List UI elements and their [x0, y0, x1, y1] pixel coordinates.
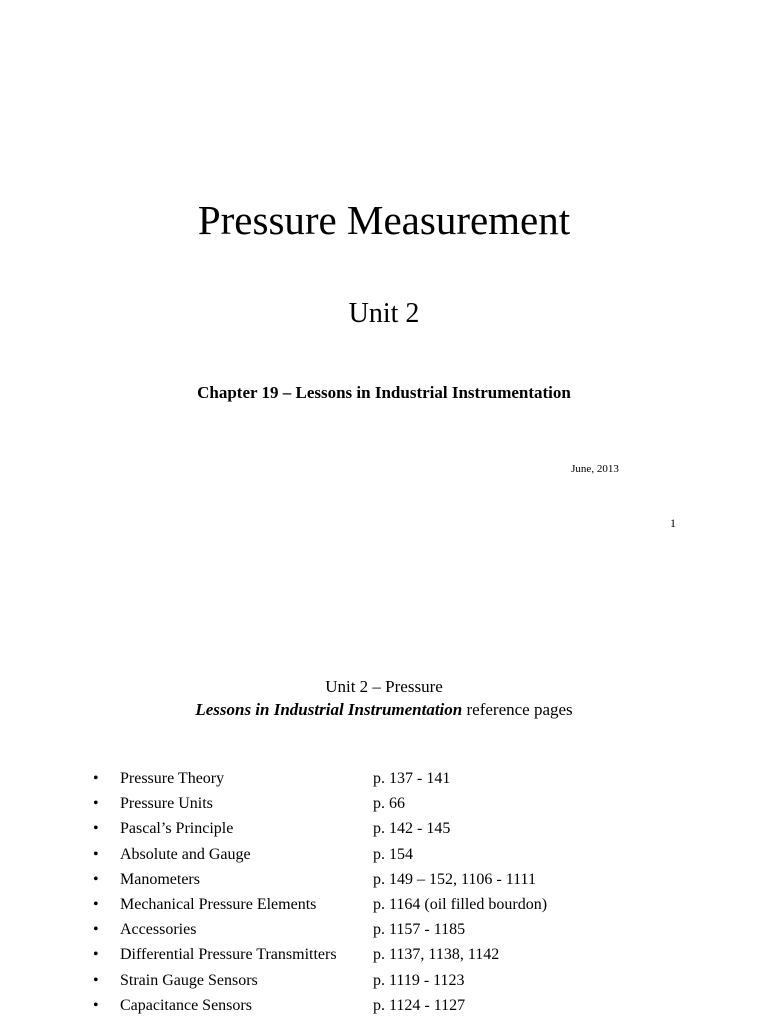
topic-label: Strain Gauge Sensors: [120, 971, 258, 989]
topic-label: Pressure Units: [120, 795, 213, 813]
bullet-icon: •: [93, 770, 99, 787]
list-item: [0, 942, 768, 967]
list-item: [0, 892, 768, 917]
list-item: [0, 766, 768, 791]
topic-label: Pascal’s Principle: [120, 820, 234, 838]
reference-list: [0, 766, 768, 1018]
page-number: 1: [670, 516, 676, 530]
bullet-icon: •: [93, 946, 99, 964]
bullet-icon: •: [93, 820, 99, 838]
topic-label: Pressure Theory: [120, 770, 225, 787]
list-item: [0, 993, 768, 1018]
page-reference: p. 154: [373, 845, 413, 863]
page-reference: p. 1124 - 1127: [373, 996, 466, 1014]
page-reference: p. 1137, 1138, 1142: [373, 946, 500, 964]
list-item: [0, 842, 768, 867]
page-reference: p. 142 - 145: [373, 820, 451, 838]
page-reference: p. 66: [373, 795, 405, 813]
page-reference: p. 1164 (oil filled bourdon): [373, 895, 548, 913]
list-item: [0, 791, 768, 816]
page-reference: p. 137 - 141: [373, 770, 451, 787]
chapter-reference: Chapter 19 – Lessons in Industrial Instrumentation: [197, 383, 571, 402]
bullet-icon: •: [93, 921, 99, 939]
page-reference: p. 149 – 152, 1106 - 1111: [373, 870, 536, 888]
section-heading: Unit 2 – Pressure: [325, 677, 443, 696]
bullet-icon: •: [93, 996, 99, 1014]
bullet-icon: •: [93, 895, 99, 913]
topic-label: Differential Pressure Transmitters: [120, 946, 337, 964]
list-item: [0, 867, 768, 892]
topic-label: Capacitance Sensors: [120, 996, 252, 1014]
bullet-icon: •: [93, 845, 99, 863]
page-reference: p. 1157 - 1185: [373, 921, 466, 939]
subheading-suffix: reference pages: [462, 700, 573, 719]
bullet-icon: •: [93, 795, 99, 813]
page-reference: p. 1119 - 1123: [373, 971, 465, 989]
book-title: Lessons in Industrial Instrumentation: [195, 700, 463, 719]
list-item: [0, 917, 768, 942]
topic-label: Absolute and Gauge: [120, 845, 251, 863]
bullet-icon: •: [93, 870, 99, 888]
topic-label: Accessories: [120, 921, 197, 939]
list-item: [0, 816, 768, 841]
document-title: Pressure Measurement: [197, 197, 571, 243]
unit-label: Unit 2: [348, 298, 420, 329]
topic-label: Mechanical Pressure Elements: [120, 895, 317, 913]
section-subheading: [0, 698, 768, 721]
document-date: June, 2013: [571, 463, 619, 475]
topic-label: Manometers: [120, 870, 200, 888]
bullet-icon: •: [93, 971, 99, 989]
list-item: [0, 968, 768, 993]
